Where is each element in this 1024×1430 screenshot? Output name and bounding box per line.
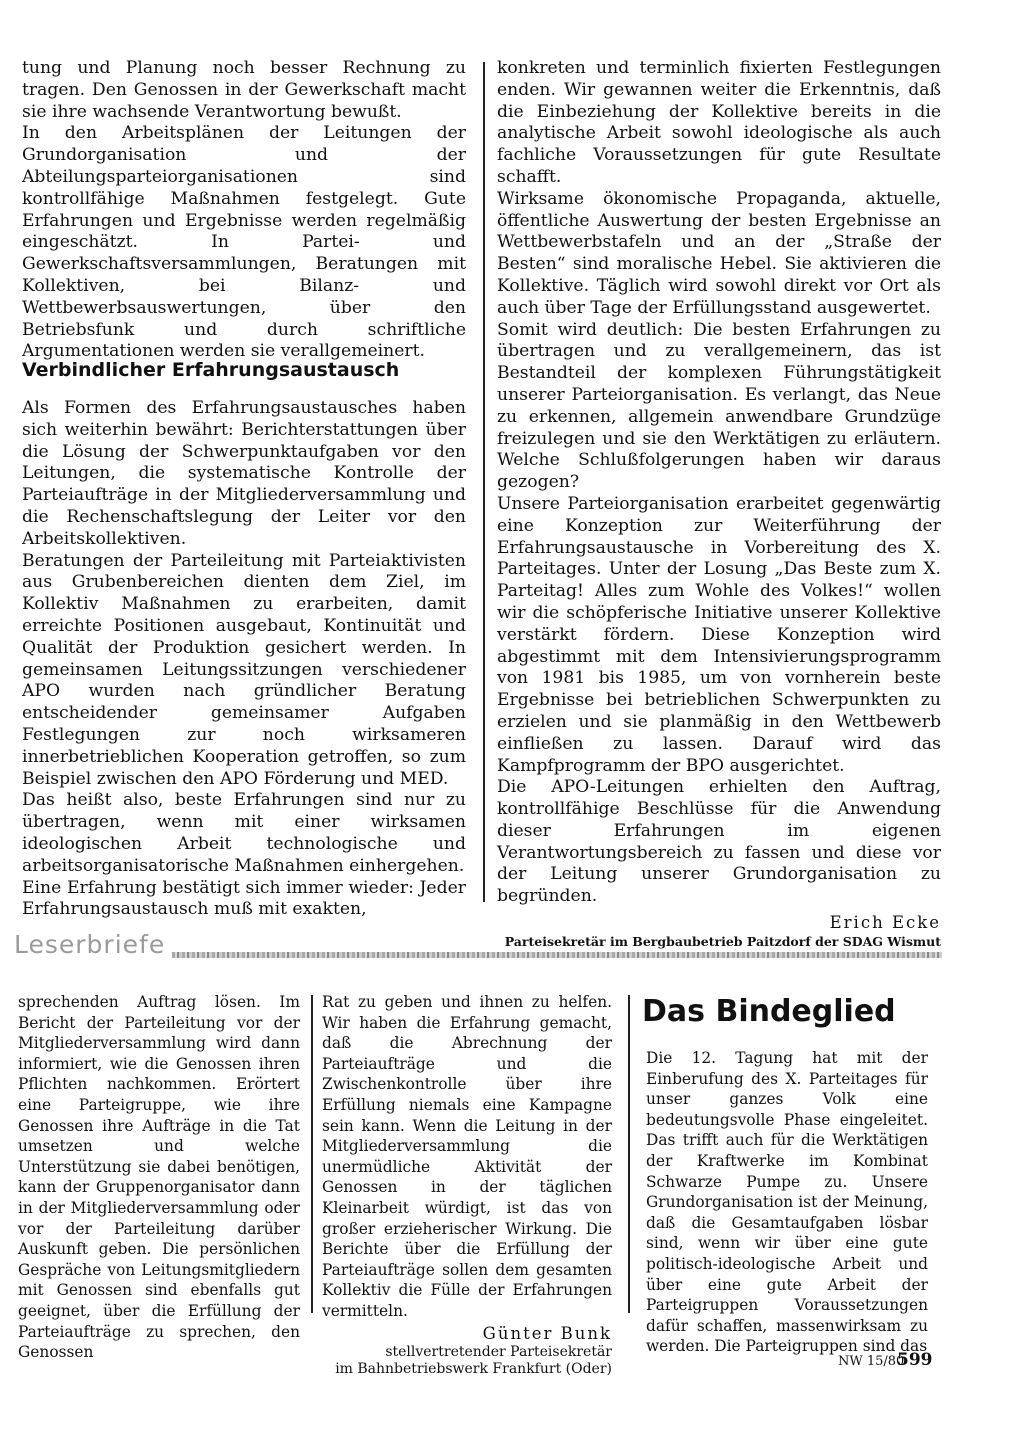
- author-role: im Bahnbetriebswerk Frankfurt (Oder): [335, 1361, 612, 1378]
- paragraph: konkreten und terminlich fixierten Festlegungen enden. Wir gewannen weiter die Erkenntnis, daß die Einbeziehung der Kollektive bereits in die analytische Arbeit sowohl ideologische als auch fachliche Voraussetzungen für gute Resultate schafft.: [497, 58, 941, 187]
- paragraph: Beratungen der Parteileitung mit Parteiaktivisten aus Grubenbereichen dienten dem Ziel, im Kollektiv Maßnahmen zu erarbeiten, damit erreichte Positionen ausgebaut, Kontinuität und Qualität der Produktion gesichert werden. In gemeinsamen Leitungssitzungen verschiedener APO wurden nach gründlicher Beratung entscheidender gemeinsamer Aufgaben Festlegungen zur noch wirksameren innerbetrieblichen Kooperation getroffen, so zum Beispiel zwischen den APO Förderung und MED.: [22, 550, 466, 789]
- paragraph: Als Formen des Erfahrungsaustausches haben sich weiterhin bewährt: Berichterstattungen über die Lösung der Schwerpunktaufgaben vor den Leitungen, die systematische Kontrolle der Parteiaufträge in der Mitgliederversammlung und die Rechenschaftslegung der Leiter vor den Arbeitskollektiven.: [22, 398, 466, 549]
- letter-title: Das Bindeglied: [642, 994, 896, 1029]
- paragraph: Die 12. Tagung hat mit der Einberufung des X. Parteitages für unser ganzes Volk eine bedeutungsvolle Phase eingeleitet. Das trifft auch für die Werktätigen der Kraftwerke im Kombinat Schwarze Pumpe zu. Unsere Grundorganisation ist der Meinung, daß die Gesamtaufgaben lösbar sind, wenn wir über eine gute politisch-ideologische Arbeit und über eine gute Arbeit der Parteigruppen Voraussetzungen dafür schaffen, massenwirksam zu werden. Die Parteigruppen sind das: [646, 1049, 928, 1356]
- section-rule: [172, 952, 942, 958]
- paragraph: In den Arbeitsplänen der Leitungen der Grundorganisation und der Abteilungsparteiorganisationen sind kontrollfähige Maßnahmen festgelegt. Gute Erfahrungen und Ergebnisse werden regelmäßig eingeschätzt. In Partei- und Gewerkschaftsversammlungen, Beratungen mit Kollektiven, bei Bilanz- und Wettbewerbsauswertungen, über den Betriebsfunk und durch schriftliche Argumentationen werden sie verallgemeinert.: [22, 123, 466, 362]
- paragraph: sprechenden Auftrag lösen. Im Bericht der Parteileitung vor der Mitgliederversammlung wird dann informiert, wie die Genossen ihren Pflichten nachkommen. Erörtert eine Parteigruppe, wie ihre Genossen ihre Aufträge in die Tat umsetzen und welche Unterstützung sie dabei benötigen, kann der Gruppenorganisator dann in der Mitgliederversammlung oder vor der Parteileitung darüber Auskunft geben. Die persönlichen Gespräche von Leitungsmitgliedern mit Genossen sind ebenfalls gut geeignet, über die Erfüllung der Parteiaufträge zu sprechen, den Genossen: [18, 993, 300, 1362]
- article-column-top-right: [497, 58, 941, 949]
- paragraph: Rat zu geben und ihnen zu helfen. Wir haben die Erfahrung gemacht, daß die Abrechnung der Parteiaufträge und die Zwischenkontrolle über ihre Erfüllung niemals eine Kampagne sein kann. Wenn die Leitung in der Mitgliederversammlung die unermüdliche Aktivität der Genossen in der täglichen Kleinarbeit würdigt, ist das von großer erzieherischer Wirkung. Die Berichte über die Erfüllung der Parteiaufträge sollen dem gesamten Kollektiv die Fülle der Erfahrungen vermitteln.: [322, 993, 612, 1320]
- paragraph: Unsere Parteiorganisation erarbeitet gegenwärtig eine Konzeption zur Weiterführung der Erfahrungsaustausche in Vorbereitung des X. Parteitages. Unter der Losung „Das Beste zum X. Parteitag! Alles zum Wohle des Volkes!“ wollen wir die schöpferische Initiative unserer Kollektive verstärkt fördern. Diese Konzeption wird abgestimmt mit dem Intensivierungsprogramm von 1981 bis 1985, um von vornherein beste Ergebnisse bei betrieblichen Schwerpunkten zu erzielen und sie planmäßig in den Wettbewerb einfließen zu lassen. Darauf wird das Kampfprogramm der BPO ausgerichtet.: [497, 493, 941, 776]
- column-divider: [628, 995, 630, 1313]
- paragraph: Die APO-Leitungen erhielten den Auftrag, kontrollfähige Beschlüsse für die Anwendung dieser Erfahrungen im eigenen Verantwortungsbereich zu fassen und diese vor der Leitung unserer Grundorganisation zu begründen.: [497, 777, 941, 907]
- author-role: stellvertretender Parteisekretär: [385, 1344, 612, 1361]
- paragraph: Somit wird deutlich: Die besten Erfahrungen zu übertragen und zu verallgemeinern, das ist Bestandteil der komplexen Führungstätigkeit unserer Parteiorganisation. Es verlangt, das Neue zu erkennen, allgemein anwendbare Grundzüge freizulegen und sie den Werktätigen zu erläutern. Welche Schlußfolgerungen haben wir daraus gezogen?: [497, 319, 941, 493]
- page-number: 599: [897, 1350, 933, 1370]
- section-title-leserbriefe: Leserbriefe: [14, 930, 166, 959]
- letter-column-left: [18, 992, 300, 1363]
- author-role: Parteisekretär im Bergbaubetrieb Paitzdorf der SDAG Wismut: [504, 933, 941, 949]
- paragraph: Wirksame ökonomische Propaganda, aktuelle, öffentliche Auswertung der besten Ergebnisse an Wettbewerbstafeln und an der „Straße der Besten“ sind moralische Hebel. Sie aktivieren die Kollektive. Täglich wird sowohl direkt vor Ort als auch über Tage der Erfüllungsstand ausgewertet.: [497, 188, 941, 318]
- paragraph: Das heißt also, beste Erfahrungen sind nur zu übertragen, wenn mit einer wirksamen ideologischen Arbeit technologische und arbeitsorganisatorische Maßnahmen einhergehen.: [22, 790, 466, 876]
- paragraph: Eine Erfahrung bestätigt sich immer wieder: Jeder Erfahrungsaustausch muß mit exakten,: [22, 877, 466, 920]
- letter-column-right: [646, 1048, 928, 1357]
- column-divider: [311, 995, 313, 1313]
- column-divider: [483, 62, 485, 902]
- article-column-top-left: [22, 58, 466, 363]
- section-heading: Verbindlicher Erfahrungsaustausch: [22, 359, 400, 381]
- letter-column-middle: [322, 992, 612, 1378]
- author-name: Erich Ecke: [829, 913, 941, 933]
- issue-label: NW 15/80: [838, 1354, 905, 1369]
- paragraph: tung und Planung noch besser Rechnung zu tragen. Den Genossen in der Gewerkschaft macht sie ihre wachsende Verantwortung bewußt.: [22, 58, 466, 122]
- author-name: Günter Bunk: [482, 1323, 612, 1343]
- article-column-top-left-continued: [22, 398, 466, 921]
